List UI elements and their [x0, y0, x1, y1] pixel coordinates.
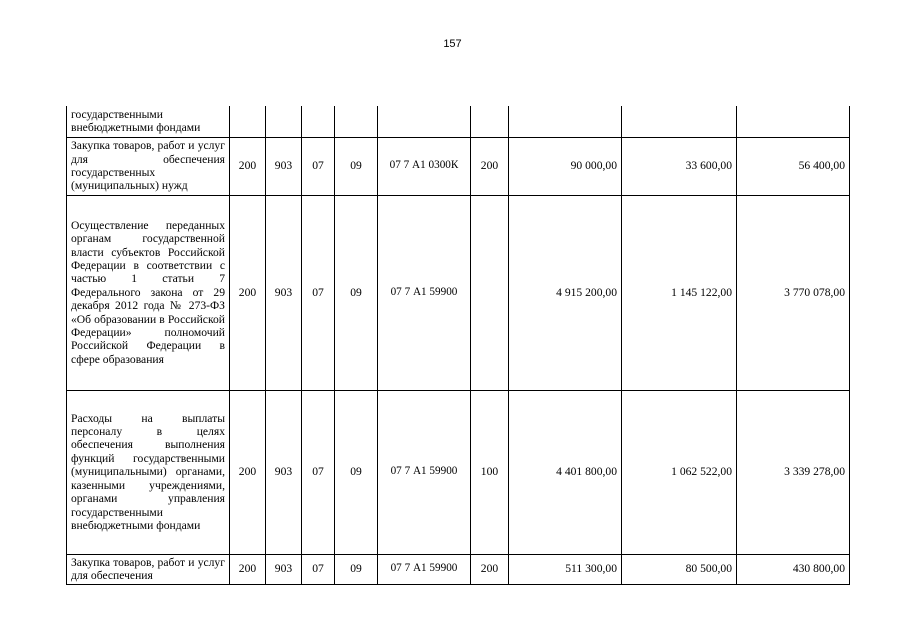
code-ministry: 903	[266, 390, 302, 554]
code-target-article: 07 7 А1 59900	[378, 195, 471, 390]
code-target-article: 07 7 А1 59900	[378, 554, 471, 584]
sum-plan: 4 915 200,00	[509, 195, 622, 390]
code-section: 07	[302, 390, 335, 554]
code-expense-type: 200	[471, 554, 509, 584]
row-name: Закупка товаров, работ и услуг для обеспечения	[67, 554, 230, 584]
table-row	[67, 195, 850, 390]
sum-plan: 4 401 800,00	[509, 390, 622, 554]
code-subsection: 09	[335, 390, 378, 554]
code-expense-type	[471, 195, 509, 390]
code-admin	[230, 106, 266, 137]
sum-plan	[509, 106, 622, 137]
sum-plan: 511 300,00	[509, 554, 622, 584]
code-ministry	[266, 106, 302, 137]
code-admin: 200	[230, 390, 266, 554]
row-name: Осуществление переданных органам государственной власти субъектов Российской Федерации в соответствии с частью 1 статьи 7 Федерального закона от 29 декабря 2012 года № 273-ФЗ «Об образовании в Российской Федерации» полномочий Российской Федерации в сфере образования	[67, 195, 230, 390]
code-ministry: 903	[266, 137, 302, 195]
code-section	[302, 106, 335, 137]
page-number: 157	[443, 38, 462, 50]
code-section: 07	[302, 137, 335, 195]
code-ministry: 903	[266, 195, 302, 390]
code-admin: 200	[230, 195, 266, 390]
budget-table	[66, 106, 850, 585]
code-subsection: 09	[335, 554, 378, 584]
sum-executed: 1 062 522,00	[622, 390, 737, 554]
sum-executed	[622, 106, 737, 137]
code-section: 07	[302, 554, 335, 584]
row-name: Закупка товаров, работ и услуг для обеспечения государственных (муниципальных) нужд	[67, 137, 230, 195]
table-row	[67, 106, 850, 137]
row-name: государственными внебюджетными фондами	[67, 106, 230, 137]
table-row	[67, 390, 850, 554]
sum-executed: 80 500,00	[622, 554, 737, 584]
sum-remaining: 3 770 078,00	[737, 195, 850, 390]
code-target-article	[378, 106, 471, 137]
code-section: 07	[302, 195, 335, 390]
table-row	[67, 137, 850, 195]
code-target-article: 07 7 А1 0300К	[378, 137, 471, 195]
table-row	[67, 554, 850, 584]
code-subsection	[335, 106, 378, 137]
code-target-article: 07 7 А1 59900	[378, 390, 471, 554]
code-subsection: 09	[335, 137, 378, 195]
sum-plan: 90 000,00	[509, 137, 622, 195]
code-admin: 200	[230, 554, 266, 584]
sum-remaining: 56 400,00	[737, 137, 850, 195]
code-ministry: 903	[266, 554, 302, 584]
sum-remaining	[737, 106, 850, 137]
code-expense-type	[471, 106, 509, 137]
code-expense-type: 200	[471, 137, 509, 195]
sum-remaining: 430 800,00	[737, 554, 850, 584]
code-subsection: 09	[335, 195, 378, 390]
sum-remaining: 3 339 278,00	[737, 390, 850, 554]
code-admin: 200	[230, 137, 266, 195]
code-expense-type: 100	[471, 390, 509, 554]
sum-executed: 1 145 122,00	[622, 195, 737, 390]
sum-executed: 33 600,00	[622, 137, 737, 195]
row-name: Расходы на выплаты персоналу в целях обеспечения выполнения функций государственными (муниципальными) органами, казенными учреждениями, органами управления государственными внебюджетными фондами	[67, 390, 230, 554]
